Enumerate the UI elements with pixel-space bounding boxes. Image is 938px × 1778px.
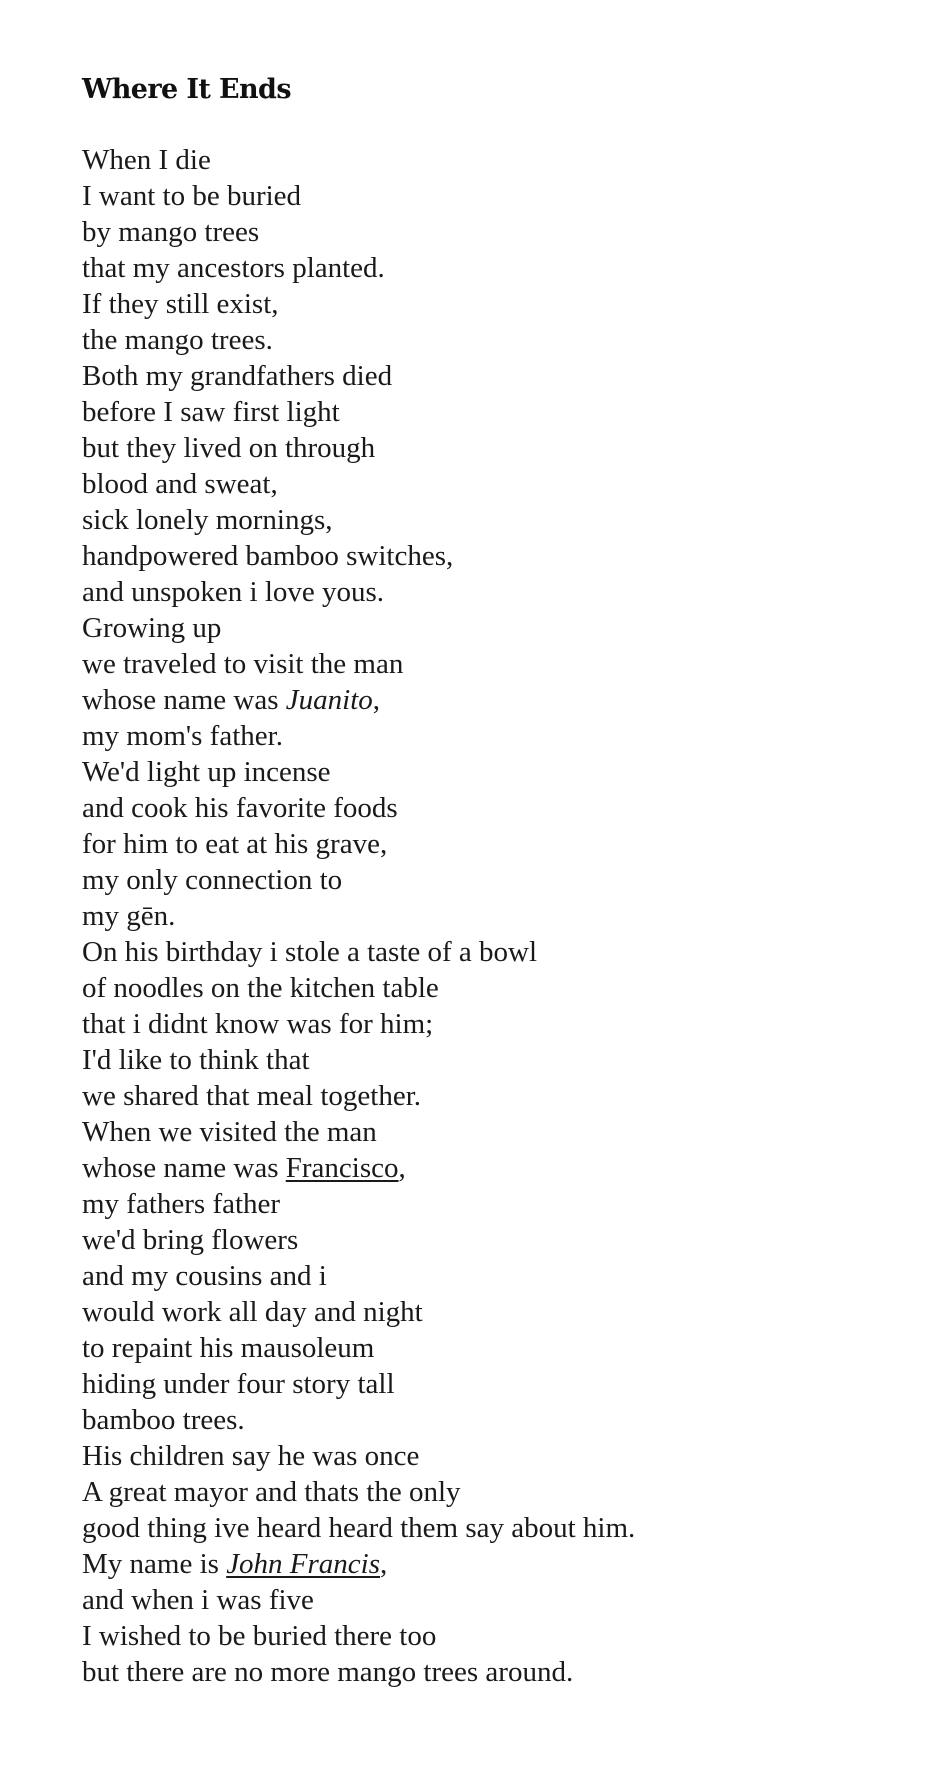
- poem-line: [82, 1150, 902, 1186]
- poem-line: [82, 1114, 902, 1150]
- line-text: Both my grandfathers died: [82, 360, 393, 392]
- line-text: my fathers father: [82, 1188, 281, 1220]
- poem-line: [82, 1294, 902, 1330]
- line-text: but there are no more mango trees around.: [82, 1656, 574, 1688]
- poem-line: [82, 322, 902, 358]
- poem-line: [82, 1042, 902, 1078]
- poem-line: [82, 934, 902, 970]
- line-text: we traveled to visit the man: [82, 648, 404, 680]
- line-text: and unspoken i love yous.: [82, 576, 385, 608]
- line-text: When we visited the man: [82, 1116, 377, 1148]
- line-text: the mango trees.: [82, 324, 273, 356]
- poem-line: [82, 682, 902, 718]
- line-text: my gēn.: [82, 900, 176, 932]
- line-text: A great mayor and thats the only: [82, 1476, 461, 1508]
- poem-line: [82, 142, 902, 178]
- poem-line: [82, 646, 902, 682]
- line-text: ,: [372, 684, 381, 716]
- line-text: and my cousins and i: [82, 1260, 327, 1292]
- line-text: I want to be buried: [82, 180, 302, 212]
- poem-line: [82, 1402, 902, 1438]
- line-text: If they still exist,: [82, 288, 279, 320]
- poem-page: [82, 72, 902, 1690]
- line-text: good thing ive heard heard them say about him.: [82, 1512, 636, 1544]
- poem-line: [82, 1582, 902, 1618]
- poem-line: [82, 1006, 902, 1042]
- line-text: by mango trees: [82, 216, 260, 248]
- line-text: hiding under four story tall: [82, 1368, 395, 1400]
- line-text: and when i was five: [82, 1584, 314, 1616]
- poem-line: [82, 430, 902, 466]
- poem-line: [82, 1438, 902, 1474]
- poem-line: [82, 862, 902, 898]
- poem-line: [82, 574, 902, 610]
- line-text: we'd bring flowers: [82, 1224, 299, 1256]
- poem-line: [82, 1078, 902, 1114]
- emphasized-name: John Francis: [226, 1548, 381, 1580]
- line-text: handpowered bamboo switches,: [82, 540, 454, 572]
- poem-line: [82, 538, 902, 574]
- poem-line: [82, 610, 902, 646]
- poem-body: [82, 142, 902, 1690]
- line-text: sick lonely mornings,: [82, 504, 333, 536]
- poem-line: [82, 466, 902, 502]
- line-text: whose name was: [82, 684, 286, 716]
- poem-line: [82, 1186, 902, 1222]
- poem-line: [82, 1654, 902, 1690]
- poem-line: [82, 178, 902, 214]
- poem-line: [82, 1546, 902, 1582]
- line-text: We'd light up incense: [82, 756, 331, 788]
- line-text: ,: [398, 1152, 406, 1184]
- line-text: Growing up: [82, 612, 222, 644]
- poem-line: [82, 1618, 902, 1654]
- line-text: of noodles on the kitchen table: [82, 972, 439, 1004]
- poem-line: [82, 754, 902, 790]
- poem-line: [82, 394, 902, 430]
- line-text: blood and sweat,: [82, 468, 278, 500]
- emphasized-name: Juanito: [285, 684, 373, 716]
- poem-line: [82, 1366, 902, 1402]
- poem-line: [82, 1258, 902, 1294]
- line-text: we shared that meal together.: [82, 1080, 422, 1112]
- poem-line: [82, 502, 902, 538]
- emphasized-name: Francisco: [285, 1152, 399, 1184]
- poem-line: [82, 1222, 902, 1258]
- poem-line: [82, 1474, 902, 1510]
- line-text: for him to eat at his grave,: [82, 828, 388, 860]
- poem-line: [82, 214, 902, 250]
- poem-title: Where It Ends: [82, 74, 291, 105]
- line-text: my only connection to: [82, 864, 343, 896]
- line-text: I wished to be buried there too: [82, 1620, 437, 1652]
- line-text: My name is: [82, 1548, 227, 1580]
- line-text: that i didnt know was for him;: [82, 1008, 434, 1040]
- poem-line: [82, 790, 902, 826]
- poem-line: [82, 898, 902, 934]
- line-text: but they lived on through: [82, 432, 376, 464]
- line-text: I'd like to think that: [82, 1044, 310, 1076]
- poem-line: [82, 970, 902, 1006]
- poem-line: [82, 358, 902, 394]
- line-text: my mom's father.: [82, 720, 283, 752]
- poem-line: [82, 718, 902, 754]
- poem-line: [82, 250, 902, 286]
- line-text: whose name was: [82, 1152, 286, 1184]
- line-text: and cook his favorite foods: [82, 792, 398, 824]
- line-text: would work all day and night: [82, 1296, 423, 1328]
- poem-line: [82, 286, 902, 322]
- line-text: to repaint his mausoleum: [82, 1332, 375, 1364]
- line-text: bamboo trees.: [82, 1404, 245, 1436]
- line-text: His children say he was once: [82, 1440, 420, 1472]
- line-text: ,: [380, 1548, 388, 1580]
- line-text: before I saw first light: [82, 396, 340, 428]
- line-text: When I die: [82, 144, 211, 176]
- poem-line: [82, 1330, 902, 1366]
- poem-line: [82, 1510, 902, 1546]
- poem-line: [82, 826, 902, 862]
- line-text: that my ancestors planted.: [82, 252, 385, 284]
- line-text: On his birthday i stole a taste of a bowl: [82, 936, 538, 968]
